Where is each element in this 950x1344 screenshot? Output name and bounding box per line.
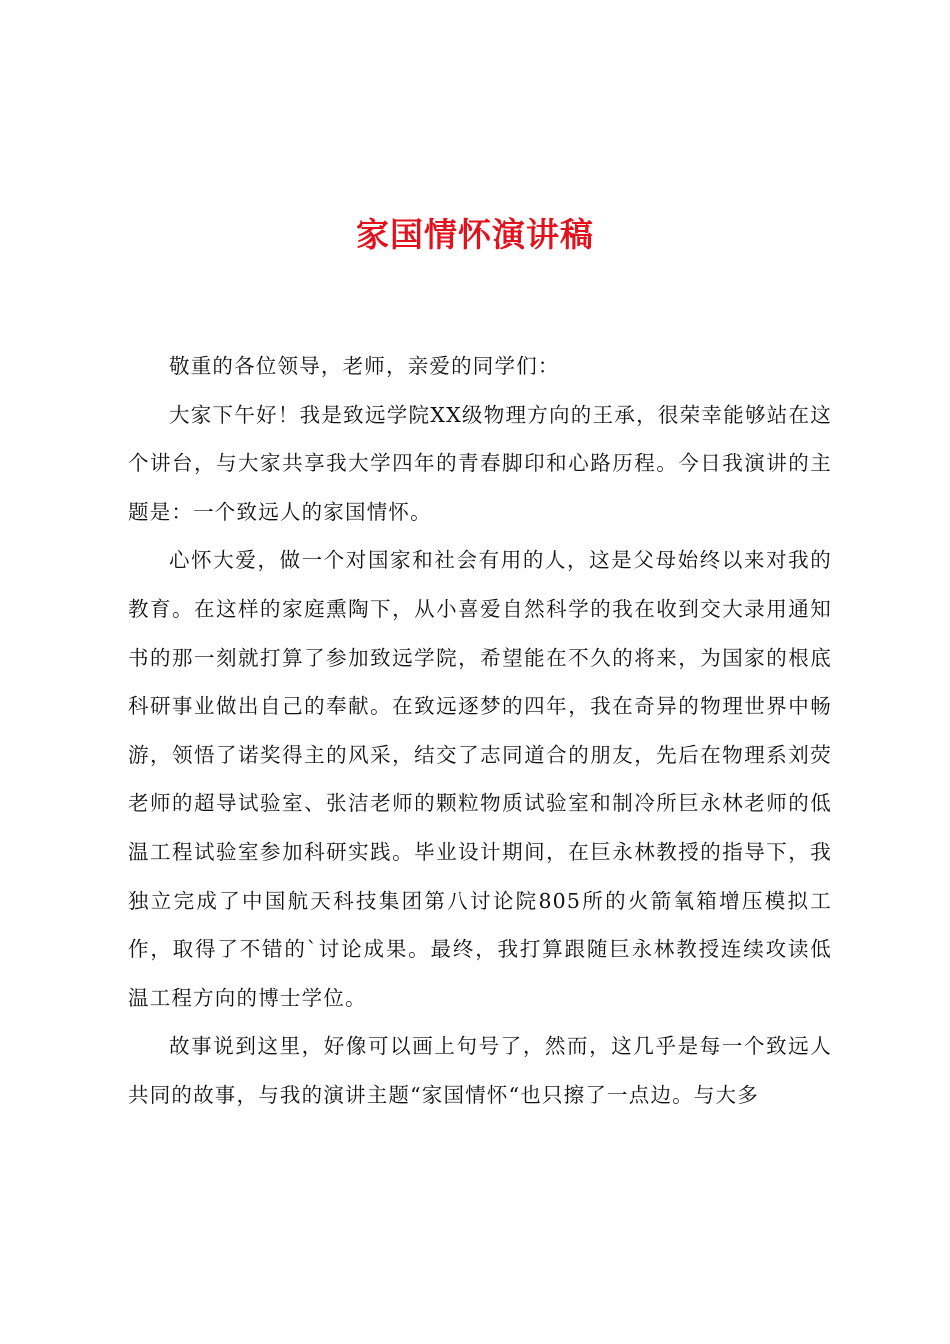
document-body xyxy=(128,342,832,1120)
paragraph-story: 心怀大爱，做一个对国家和社会有用的人，这是父母始终以来对我的教育。在这样的家庭熏陶下，从小喜爱自然科学的我在收到交大录用通知书的那一刻就打算了参加致远学院，希望能在不久的将来，为国家的根底科研事业做出自己的奉献。在致远逐梦的四年，我在奇异的物理世界中畅游，领悟了诺奖得主的风采，结交了志同道合的朋友，先后在物理系刘荧老师的超导试验室、张洁老师的颗粒物质试验室和制冷所巨永林老师的低温工程试验室参加科研实践。毕业设计期间，在巨永林教授的指导下，我独立完成了中国航天科技集团第八讨论院805所的火箭氧箱增压模拟工作，取得了不错的`讨论成果。最终，我打算跟随巨永林教授连续攻读低温工程方向的博士学位。 xyxy=(128,548,832,1010)
paragraph-transition: 故事说到这里，好像可以画上句号了，然而，这几乎是每一个致远人共同的故事，与我的演讲主题“家国情怀“也只擦了一点边。与大多 xyxy=(128,1034,832,1107)
paragraph-greeting: 敬重的各位领导，老师，亲爱的同学们： xyxy=(169,354,560,378)
document-title: 家国情怀演讲稿 xyxy=(356,215,594,254)
paragraph-intro: 大家下午好！我是致远学院XX级物理方向的王承，很荣幸能够站在这个讲台，与大家共享我大学四年的青春脚印和心路历程。今日我演讲的主题是：一个致远人的家国情怀。 xyxy=(128,402,832,524)
